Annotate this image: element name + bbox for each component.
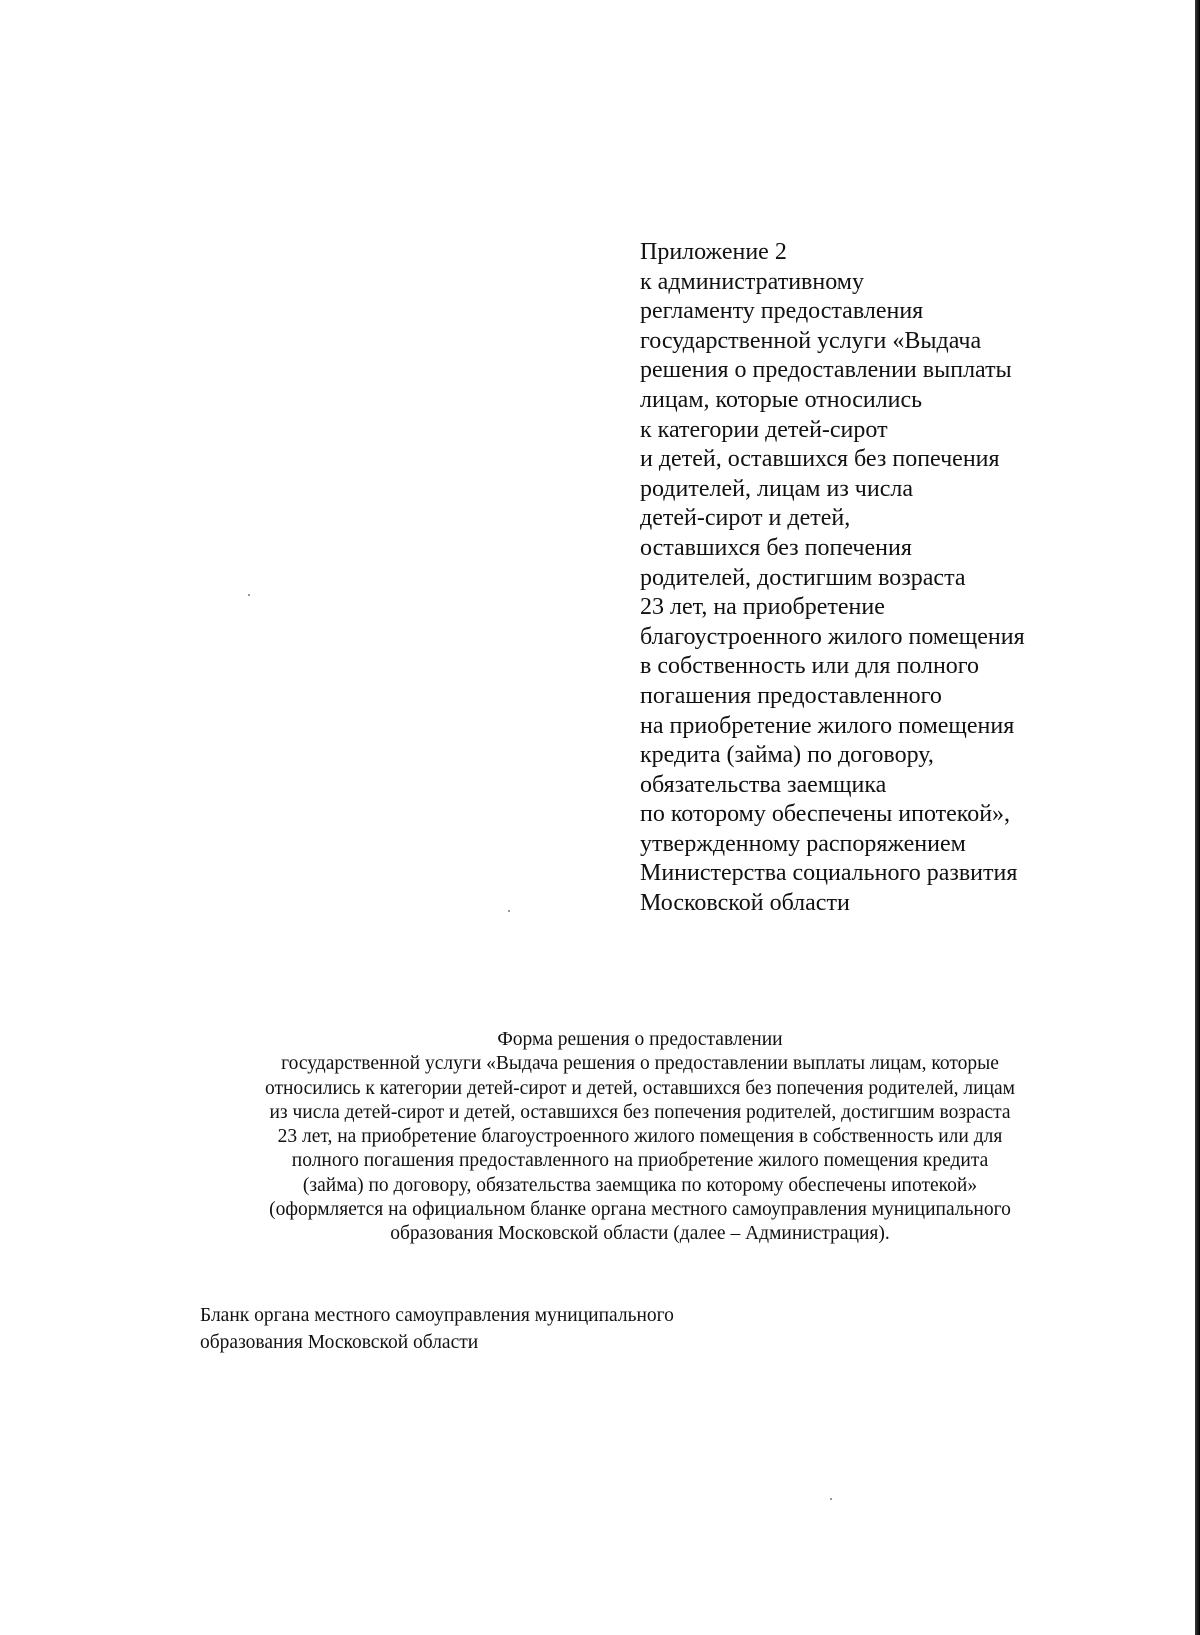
appendix-line: к административному (640, 268, 864, 295)
appendix-line: лицам, которые относились (640, 386, 923, 413)
appendix-line: по которому обеспечены ипотекой», (640, 801, 1011, 828)
form-heading-line: из числа детей-сирот и детей, оставшихся без попечения родителей, достигшим возраста (269, 1101, 1011, 1123)
appendix-line: кредита (займа) по договору, (640, 742, 934, 769)
appendix-line: к категории детей-сирот (640, 416, 888, 443)
appendix-header (640, 238, 1160, 919)
form-heading-line: (оформляется на официальном бланке органа местного самоуправления муниципального (269, 1199, 1011, 1221)
appendix-line: родителей, лицам из числа (640, 475, 913, 502)
appendix-line: оставшихся без попечения (640, 534, 912, 561)
appendix-line: обязательства заемщика (640, 771, 887, 798)
blank-label-line: Бланк органа местного самоуправления муниципального (200, 1305, 674, 1326)
appendix-line: и детей, оставшихся без попечения (640, 446, 1000, 473)
letterhead-blank-label (200, 1302, 900, 1356)
form-heading-line: относились к категории детей-сирот и детей, оставшихся без попечения родителей, лицам (264, 1077, 1016, 1099)
appendix-line: на приобретение жилого помещения (640, 712, 1015, 739)
appendix-line: родителей, достигшим возраста (640, 564, 966, 591)
form-heading-line: (займа) по договору, обязательства заемщика по которому обеспечены ипотекой» (302, 1174, 978, 1196)
appendix-line: Министерства социального развития (640, 860, 1018, 887)
appendix-line: благоустроенного жилого помещения (640, 623, 1025, 650)
appendix-line: в собственность или для полного (640, 653, 980, 680)
scan-edge-border (1195, 0, 1200, 1635)
form-heading-line: государственной услуги «Выдача решения о предоставлении выплаты лицам, которые (281, 1053, 999, 1075)
scan-speck (248, 594, 250, 596)
appendix-line: Приложение 2 (640, 239, 787, 265)
form-heading-line: 23 лет, на приобретение благоустроенного жилого помещения в собственность или для (277, 1126, 1003, 1148)
form-heading (190, 1028, 1090, 1247)
scan-speck (830, 1498, 832, 1500)
form-heading-line: образования Московской области (далее – Администрация). (390, 1223, 890, 1245)
appendix-line: утвержденному распоряжением (640, 830, 966, 857)
appendix-line: 23 лет, на приобретение (640, 594, 885, 621)
appendix-line: регламенту предоставления (640, 298, 924, 325)
appendix-line: погашения предоставленного (640, 682, 942, 709)
form-heading-line: полного погашения предоставленного на приобретение жилого помещения кредита (291, 1150, 989, 1172)
appendix-line: государственной услуги «Выдача (640, 327, 982, 354)
form-heading-line: Форма решения о предоставлении (497, 1029, 783, 1050)
appendix-line: решения о предоставлении выплаты (640, 357, 1012, 384)
scan-speck (508, 910, 510, 912)
appendix-line: Московской области (640, 890, 850, 917)
blank-label-line: образования Московской области (200, 1332, 479, 1353)
appendix-line: детей-сирот и детей, (640, 505, 851, 532)
